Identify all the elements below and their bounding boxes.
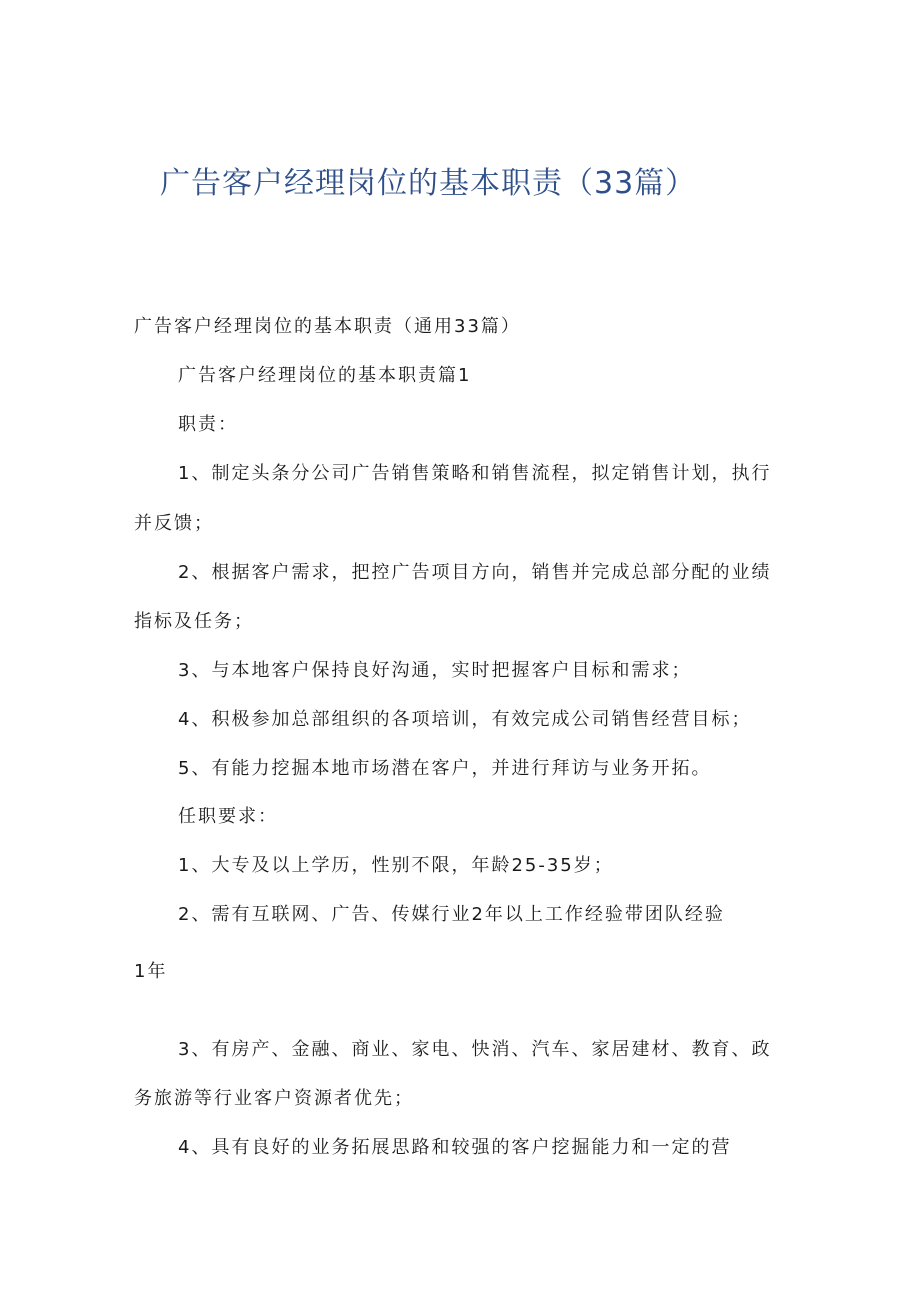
requirement-3-line-2: 务旅游等行业客户资源者优先； bbox=[134, 1088, 414, 1109]
document-subtitle: 广告客户经理岗位的基本职责（通用33篇） bbox=[134, 316, 521, 337]
section-heading: 广告客户经理岗位的基本职责篇1 bbox=[178, 365, 472, 386]
duty-2-line-1: 2、根据客户需求，把控广告项目方向，销售并完成总部分配的业绩 bbox=[178, 562, 772, 583]
duty-4: 4、积极参加总部组织的各项培训，有效完成公司销售经营目标； bbox=[178, 709, 752, 730]
duty-2-line-2: 指标及任务； bbox=[134, 611, 254, 632]
duties-label: 职责： bbox=[178, 414, 238, 435]
duty-5: 5、有能力挖掘本地市场潜在客户，并进行拜访与业务开拓。 bbox=[178, 758, 712, 779]
requirements-label: 任职要求： bbox=[178, 806, 278, 827]
duty-1-line-2: 并反馈； bbox=[134, 513, 214, 534]
requirement-1: 1、大专及以上学历，性别不限，年龄25-35岁； bbox=[178, 855, 614, 876]
duty-3: 3、与本地客户保持良好沟通，实时把握客户目标和需求； bbox=[178, 660, 692, 681]
document-title: 广告客户经理岗位的基本职责（33篇） bbox=[160, 166, 697, 201]
requirement-2-line-2: 1年 bbox=[134, 961, 168, 982]
duty-1-line-1: 1、制定头条分公司广告销售策略和销售流程，拟定销售计划，执行 bbox=[178, 463, 772, 484]
requirement-4: 4、具有良好的业务拓展思路和较强的客户挖掘能力和一定的营 bbox=[178, 1137, 732, 1158]
requirement-3-line-1: 3、有房产、金融、商业、家电、快消、汽车、家居建材、教育、政 bbox=[178, 1039, 772, 1060]
requirement-2-line-1: 2、需有互联网、广告、传媒行业2年以上工作经验带团队经验 bbox=[178, 904, 725, 925]
